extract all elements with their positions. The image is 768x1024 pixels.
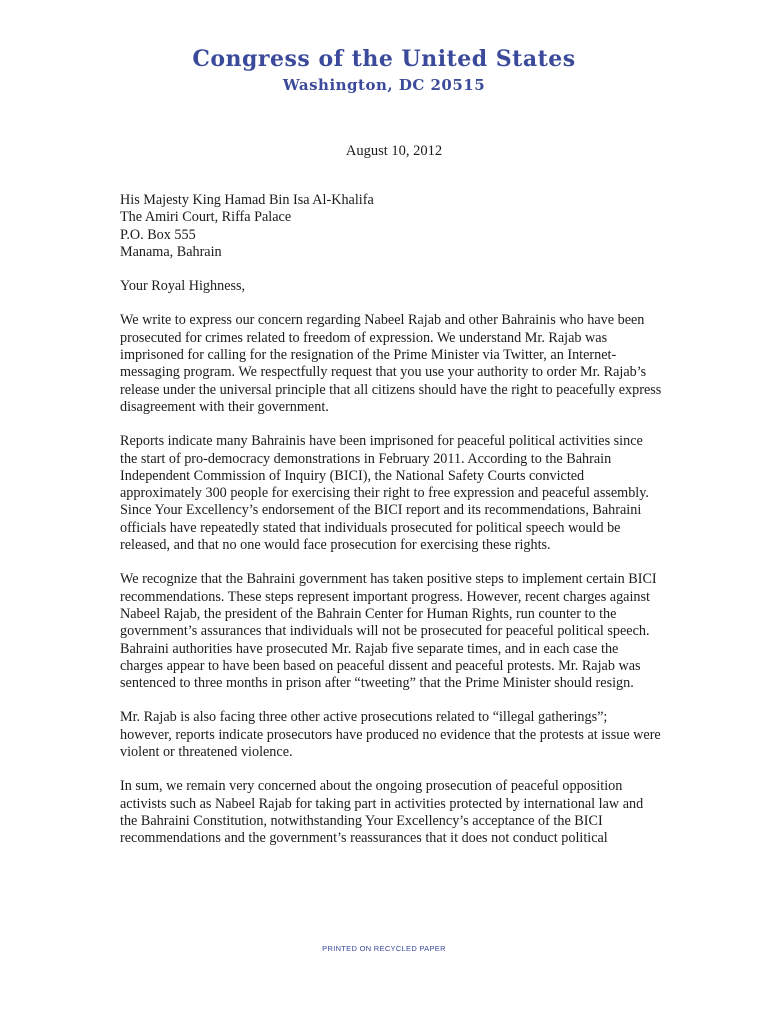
address-line: P.O. Box 555 xyxy=(120,226,196,243)
letterhead-title: Congress of the United States xyxy=(192,46,576,72)
paragraph: Reports indicate many Bahrainis have been imprisoned for peaceful political activities since the start of pro-democracy demonstrations in February 2011. According to the Bahrain Independent Commission of Inquiry (BICI), the National Safety Courts convicted approximately 300 people for exercising their right to free expression and peaceful assembly. Since Your Excellency’s endorsement of the BICI report and its recommendations, Bahraini officials have repeatedly stated that individuals prosecuted for political speech would be released, and that no one would face prosecution for exercising these rights. xyxy=(120,433,649,554)
salutation: Your Royal Highness, xyxy=(120,278,246,295)
recycled-paper-footer: PRINTED ON RECYCLED PAPER xyxy=(322,944,446,953)
letter-date: August 10, 2012 xyxy=(345,143,443,159)
letterhead-address: Washington, DC 20515 xyxy=(282,76,486,94)
recipient-address xyxy=(120,192,662,261)
address-line: The Amiri Court, Riffa Palace xyxy=(120,209,292,226)
paragraph: We write to express our concern regarding Nabeel Rajab and other Bahrainis who have been prosecuted for crimes related to freedom of expression. We understand Mr. Rajab was imprisoned for calling for the resignation of the Prime Minister via Twitter, an Internet-messaging program. We respectfully request that you use your authority to order Mr. Rajab’s release under the universal principle that all citizens should have the right to peacefully express disagreement with their government. xyxy=(120,312,662,415)
address-line: His Majesty King Hamad Bin Isa Al-Khalifa xyxy=(120,192,374,208)
letterhead xyxy=(0,44,768,96)
paragraph: In sum, we remain very concerned about the ongoing prosecution of peaceful opposition activists such as Nabeel Rajab for taking part in activities protected by international law and the Bahraini Constitution, notwithstanding Your Excellency’s acceptance of the BICI recommendations and the government’s reassurances that it does not conduct political xyxy=(120,778,644,847)
paragraph: Mr. Rajab is also facing three other active prosecutions related to “illegal gatherings”; however, reports indicate prosecutors have produced no evidence that the protests at issue were violent or threatened violence. xyxy=(120,709,661,761)
paragraph: We recognize that the Bahraini government has taken positive steps to implement certain BICI recommendations. These steps represent important progress. However, recent charges against Nabeel Rajab, the president of the Bahrain Center for Human Rights, run counter to the government’s assurances that individuals will not be prosecuted for peaceful political speech. Bahraini authorities have prosecuted Mr. Rajab five separate times, and in each case the charges appear to have been based on peaceful dissent and peaceful protests. Mr. Rajab was sentenced to three months in prison after “tweeting” that the Prime Minister should resign. xyxy=(120,571,657,692)
letter-body xyxy=(120,192,662,865)
address-line: Manama, Bahrain xyxy=(120,243,222,260)
